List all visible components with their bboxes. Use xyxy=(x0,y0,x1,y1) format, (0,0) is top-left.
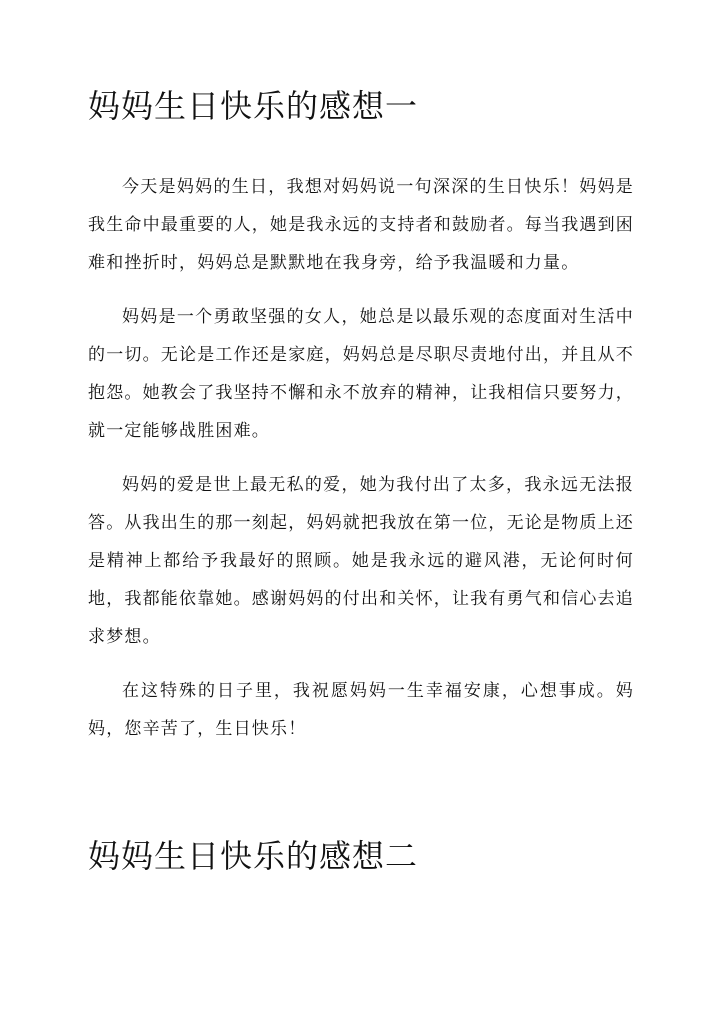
paragraph: 妈妈的爱是世上最无私的爱，她为我付出了太多，我永远无法报答。从我出生的那一刻起，妈妈就把我放在第一位，无论是物质上还是精神上都给予我最好的照顾。她是我永远的避风港，无论何时何地，我都能依靠她。感谢妈妈的付出和关怀，让我有勇气和信心去追求梦想。 xyxy=(88,475,634,647)
section-body xyxy=(88,168,634,764)
paragraph: 今天是妈妈的生日，我想对妈妈说一句深深的生日快乐！妈妈是我生命中最重要的人，她是我永远的支持者和鼓励者。每当我遇到困难和挫折时，妈妈总是默默地在我身旁，给予我温暖和力量。 xyxy=(88,177,634,273)
section-heading: 妈妈生日快乐的感想一 xyxy=(88,87,419,125)
paragraph: 妈妈是一个勇敢坚强的女人，她总是以最乐观的态度面对生活中的一切。无论是工作还是家庭，妈妈总是尽职尽责地付出，并且从不抱怨。她教会了我坚持不懈和永不放弃的精神，让我相信只要努力，就一定能够战胜困难。 xyxy=(88,307,634,441)
section-heading: 妈妈生日快乐的感想二 xyxy=(88,837,419,875)
paragraph: 在这特殊的日子里，我祝愿妈妈一生幸福安康，心想事成。妈妈，您辛苦了，生日快乐！ xyxy=(88,681,634,739)
